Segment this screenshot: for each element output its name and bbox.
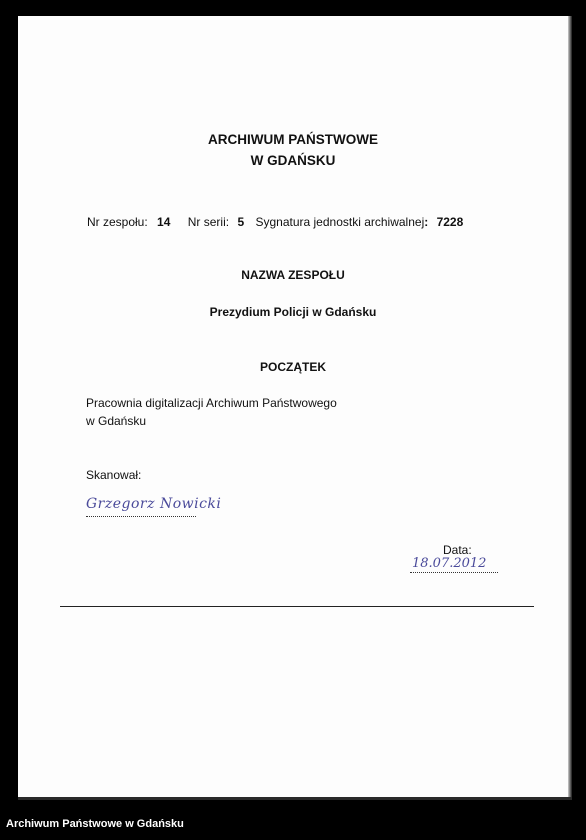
section-heading: POCZĄTEK: [260, 360, 326, 374]
seria-label: Nr serii:: [187, 215, 230, 229]
ids-row: [87, 215, 463, 229]
skanowal-label: Skanował:: [86, 468, 142, 482]
zespol-label: Nr zespołu:: [87, 215, 148, 229]
archive-title-line2: W GDAŃSKU: [250, 153, 336, 168]
data-dotted-line: [410, 572, 498, 573]
page-edge-bottom: [18, 797, 572, 800]
archive-title-line1: ARCHIWUM PAŃSTWOWE: [208, 132, 378, 147]
sygnatura-label: Sygnatura jednostki archiwalnej: [255, 215, 425, 229]
skanowal-signature: Grzegorz Nowicki: [86, 496, 222, 512]
skanowal-dotted-line: [86, 516, 196, 517]
pracownia-line2: w Gdańsku: [86, 414, 147, 428]
data-label: Data:: [443, 543, 472, 557]
data-value: 18.07.2012: [412, 556, 487, 571]
seria-value: 5: [237, 215, 245, 229]
sygnatura-colon: :: [424, 215, 429, 229]
footer-caption: Archiwum Państwowe w Gdańsku: [6, 818, 184, 830]
sygnatura-value: 7228: [436, 215, 464, 229]
pracownia-line1: Pracownia digitalizacji Archiwum Państwowego: [86, 396, 337, 410]
zespol-value: 14: [157, 215, 171, 229]
nazwa-heading: NAZWA ZESPOŁU: [241, 268, 345, 282]
page-edge-right: [568, 16, 572, 797]
horizontal-rule: [60, 606, 534, 607]
nazwa-value: Prezydium Policji w Gdańsku: [209, 305, 377, 319]
